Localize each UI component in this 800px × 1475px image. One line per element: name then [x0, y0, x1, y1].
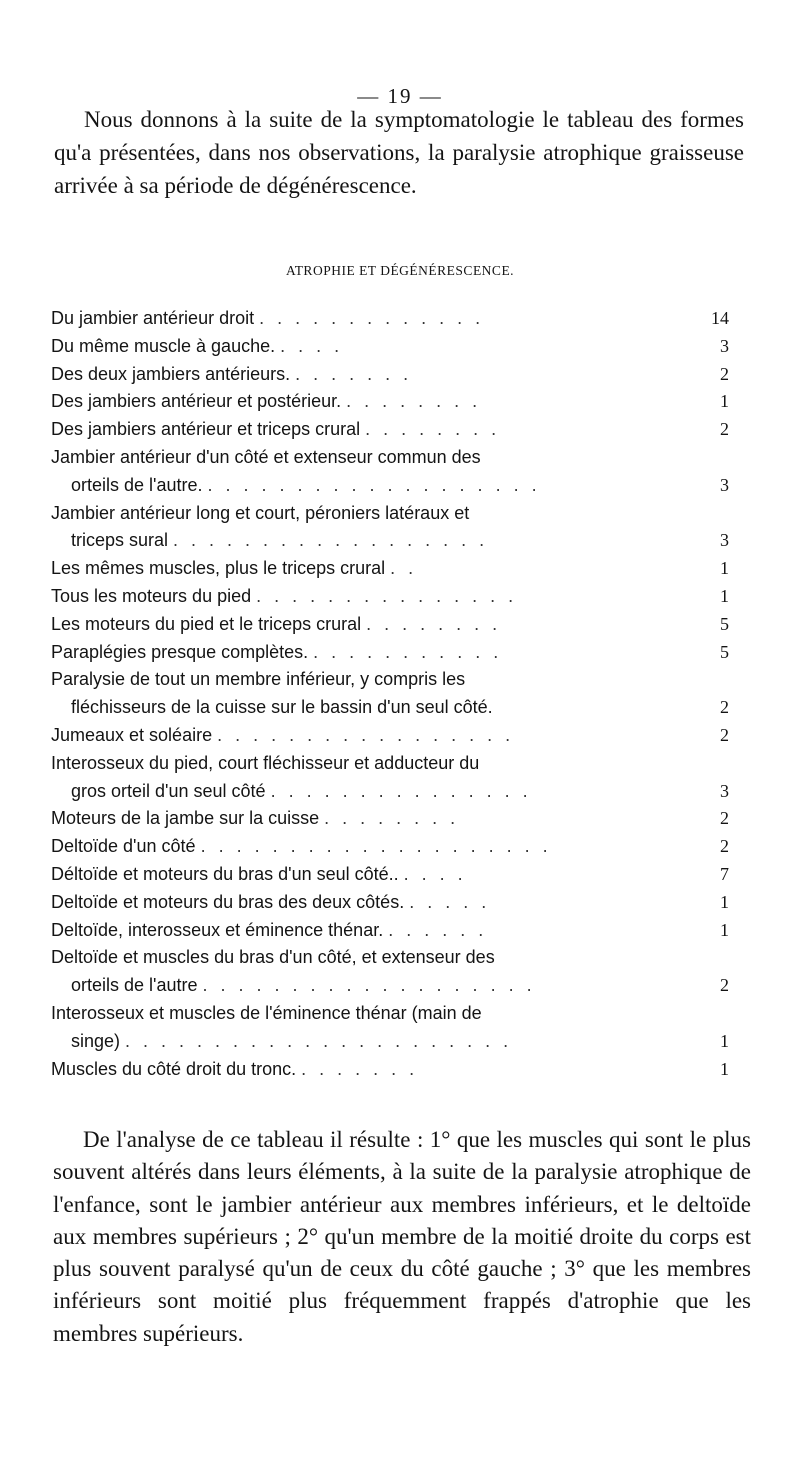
row-count: 3: [720, 530, 729, 551]
row-label: Déltoïde et moteurs du bras d'un seul côté..: [51, 863, 399, 884]
row-count: 7: [720, 863, 729, 884]
row-label-line: [51, 944, 685, 972]
table-row: [51, 750, 731, 806]
row-count: 5: [720, 641, 729, 662]
table-row: [51, 917, 731, 945]
row-label-line: [51, 778, 685, 806]
dot-leader: . . . . . . .: [301, 1058, 419, 1079]
row-label-line: [51, 583, 685, 611]
dot-leader: . . . . . . . . . . . . .: [259, 308, 485, 328]
row-label-line: [51, 416, 685, 444]
dot-leader: . . . . . . . . . . . . . . .: [270, 780, 532, 801]
row-label: Les moteurs du pied et le triceps crural: [51, 613, 362, 634]
table-row: [51, 416, 731, 444]
table-row: [51, 833, 731, 861]
row-label: Muscles du côté droit du tronc.: [51, 1058, 297, 1079]
row-label: triceps sural: [71, 530, 169, 551]
row-count: 1: [720, 1058, 729, 1079]
dot-leader: . . . . . . . . . . . . . . . . . .: [173, 530, 489, 551]
row-label: Des jambiers antérieur et triceps crural: [51, 419, 361, 440]
row-label: Interosseux et muscles de l'éminence thénar (main de: [51, 1002, 482, 1023]
page-number: — 19 —: [357, 84, 443, 108]
table-row: [51, 611, 731, 639]
row-label: Tous les moteurs du pied: [51, 585, 252, 606]
intro-text: Nous donnons à la suite de la symptomatologie le tableau des formes qu'a présentées, dans nos observations, la paralysie atrophique graisseuse arrivée à sa période de dégénérescence.: [54, 107, 744, 198]
row-label-line: [51, 639, 685, 667]
row-count: 1: [720, 391, 729, 412]
row-label: Deltoïde, interosseux et éminence thénar.: [51, 919, 384, 940]
dot-leader: . . . . . .: [388, 919, 488, 940]
table-row: [51, 444, 731, 500]
row-count: 2: [720, 724, 729, 745]
row-label-line: [51, 805, 685, 833]
dot-leader: . . . . . . . . . . . . . . .: [256, 585, 518, 606]
dot-leader: . . . . . . . .: [366, 613, 502, 634]
table-heading: ATROPHIE ET DÉGÉNÉRESCENCE.: [285, 263, 515, 278]
row-label: Deltoïde et muscles du bras d'un côté, et extenseur des: [51, 947, 495, 968]
row-label: Jambier antérieur long et court, péroniers latéraux et: [51, 502, 470, 523]
row-count: 2: [720, 836, 729, 857]
row-count: 5: [720, 613, 729, 634]
row-label: Deltoïde et moteurs du bras des deux côtés.: [51, 891, 405, 912]
table-row: [51, 944, 731, 1000]
row-label: Du même muscle à gauche.: [51, 335, 276, 356]
row-label-line: [51, 611, 685, 639]
table-row: [51, 555, 731, 583]
dot-leader: . . . . . . . . . . . . . . . . . . .: [202, 975, 536, 996]
row-label-line: [51, 889, 685, 917]
row-label-line: [51, 527, 685, 555]
row-label: gros orteil d'un seul côté: [71, 780, 266, 801]
table-row: [51, 889, 731, 917]
row-label: fléchisseurs de la cuisse sur le bassin d'un seul côté.: [71, 697, 493, 718]
row-label-line: [51, 1028, 685, 1056]
row-label-line: [51, 555, 685, 583]
dot-leader: . . . . . . . .: [324, 808, 460, 829]
analysis-text: De l'analyse de ce tableau il résulte : 1° que les muscles qui sont le plus souvent altérés dans leurs éléments, à la suite de la paralysie atrophique de l'enfance, sont le jambier antérieur aux membres inférieurs, et le deltoïde aux membres supérieurs ; 2° qu'un membre de la moitié droite du corps est plus souvent paralysé qu'un de ceux du côté gauche ; 3° que les membres inférieurs sont moitié plus fréquemment frappés d'atrophie que les membres supérieurs.: [53, 1127, 751, 1346]
table-row: [51, 500, 731, 556]
row-label-line: [51, 666, 685, 694]
table-row: [51, 1000, 731, 1056]
dot-leader: . . . . . . . . . . . . . . . . . . . .: [200, 836, 552, 857]
row-label: Deltoïde d'un côté: [51, 836, 196, 857]
row-label-line: [51, 972, 685, 1000]
row-count: 1: [720, 585, 729, 606]
row-label-line: [51, 694, 685, 722]
row-label: singe): [71, 1030, 121, 1051]
dot-leader: . . . .: [403, 863, 467, 884]
row-label-line: [51, 917, 685, 945]
row-count: 1: [720, 558, 729, 579]
row-count: 3: [720, 474, 729, 495]
table-row: [51, 722, 731, 750]
table-row: [51, 805, 731, 833]
row-label-line: [51, 305, 685, 333]
table-row: [51, 1056, 731, 1084]
dot-leader: . . . . . . . . . . . . . . . . .: [217, 724, 515, 745]
row-label-line: [51, 333, 685, 361]
row-label: Paralysie de tout un membre inférieur, y compris les: [51, 669, 466, 690]
row-count: 1: [720, 891, 729, 912]
table-row: [51, 861, 731, 889]
row-label: orteils de l'autre.: [71, 474, 203, 495]
dot-leader: . . . . . . . . . . . . . . . . . . . . . .: [125, 1030, 513, 1051]
row-label-line: [51, 1000, 685, 1028]
row-label: Les mêmes muscles, plus le triceps crural: [51, 558, 386, 579]
row-label-line: [51, 861, 685, 889]
table-row: [51, 361, 731, 389]
row-count: 2: [720, 975, 729, 996]
intro-paragraph: [54, 103, 744, 202]
table-row: [51, 666, 731, 722]
row-label-line: [51, 750, 685, 778]
dot-leader: . . . . . . . . . . .: [313, 641, 503, 662]
table-row: [51, 333, 731, 361]
row-label: Interosseux du pied, court fléchisseur et adducteur du: [51, 752, 480, 773]
dot-leader: . . . . . . . .: [346, 391, 482, 412]
row-label: Paraplégies presque complètes.: [51, 641, 309, 662]
row-count: 14: [711, 308, 729, 328]
table-row: [51, 583, 731, 611]
row-label: Jumeaux et soléaire: [51, 724, 213, 745]
analysis-paragraph: [53, 1124, 751, 1350]
table-row: [51, 639, 731, 667]
row-label: Jambier antérieur d'un côté et extenseur commun des: [51, 446, 481, 467]
row-label: Moteurs de la jambe sur la cuisse: [51, 808, 320, 829]
row-label-line: [51, 500, 685, 528]
dot-leader: . .: [390, 558, 418, 579]
dot-leader: . . . .: [280, 335, 344, 356]
dot-leader: . . . . . . . .: [365, 419, 501, 440]
row-label-line: [51, 1056, 685, 1084]
row-count: 1: [720, 919, 729, 940]
row-count: 3: [720, 780, 729, 801]
row-count: 2: [720, 363, 729, 384]
row-count: 2: [720, 419, 729, 440]
row-count: 2: [720, 697, 729, 718]
dot-leader: . . . . .: [409, 891, 491, 912]
table-row: [51, 388, 731, 416]
row-label-line: [51, 361, 685, 389]
row-label-line: [51, 722, 685, 750]
row-count: 2: [720, 808, 729, 829]
table-row: [51, 305, 731, 333]
row-count: 3: [720, 335, 729, 356]
forms-table: [51, 305, 731, 1083]
row-label: Des jambiers antérieur et postérieur.: [51, 391, 342, 412]
row-label: orteils de l'autre: [71, 975, 198, 996]
row-label-line: [51, 444, 685, 472]
dot-leader: . . . . . . . . . . . . . . . . . . .: [207, 474, 541, 495]
row-label-line: [51, 388, 685, 416]
dot-leader: . . . . . . .: [295, 363, 413, 384]
row-label: Des deux jambiers antérieurs.: [51, 363, 291, 384]
row-label: Du jambier antérieur droit: [51, 308, 255, 328]
row-label-line: [51, 472, 685, 500]
row-label-line: [51, 833, 685, 861]
row-count: 1: [720, 1030, 729, 1051]
